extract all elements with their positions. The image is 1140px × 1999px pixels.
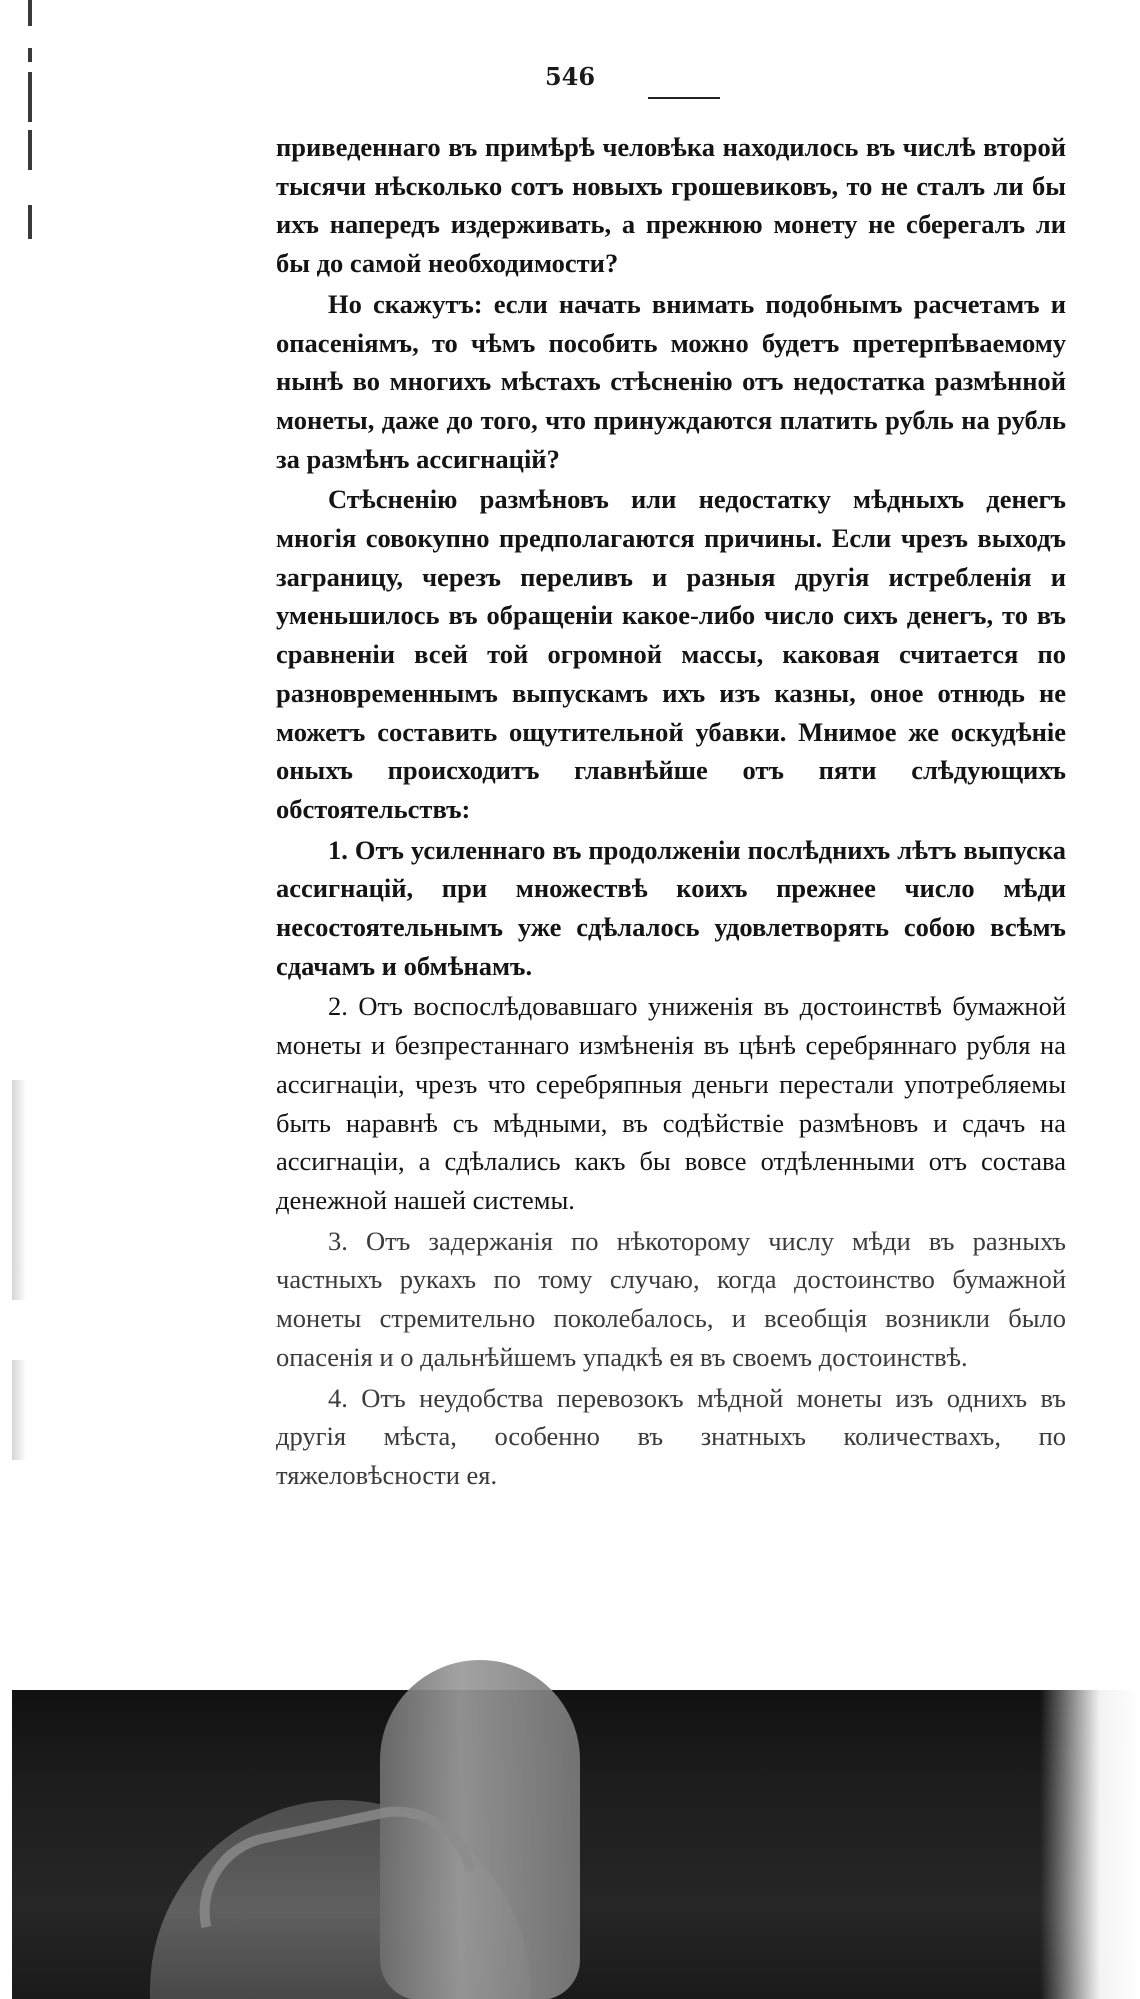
scan-shadow (12, 1360, 26, 1460)
page-number: 546 (544, 62, 596, 91)
page-number-underline (648, 97, 720, 99)
scan-shadow (12, 1080, 26, 1300)
binding-marks (24, 0, 36, 240)
paragraph: 2. Отъ воспослѣдовавшаго униженія въ достоинствѣ бумажной монеты и безпрестаннаго измѣненія въ цѣнѣ серебряннаго рубля на ассигнаціи, чрезъ что серебряпныя деньги перестали употребляемы быть наравнѣ съ мѣдными, въ содѣйствіе размѣновъ и сдачъ на ассигнаціи, а сдѣлались какъ бы вовсе отдѣленными отъ состава денежной нашей системы. (276, 991, 1066, 1215)
paragraph: 4. Отъ неудобства перевозокъ мѣдной монеты изъ однихъ въ другія мѣста, особенно въ знатныхъ количествахъ, по тяжеловѣсности ея. (276, 1382, 1066, 1490)
paragraph: Но скажутъ: если начать внимать подобнымъ расчетамъ и опасеніямъ, то чѣмъ пособить можно будетъ претерпѣваемому нынѣ во многихъ мѣстахъ стѣсненію отъ недостатка размѣнной монеты, даже до того, что принуждаются платить рубль на рубль за размѣнъ ассигнацій? (276, 288, 1066, 474)
paragraph: 1. Отъ усиленнаго въ продолженіи послѣднихъ лѣтъ выпуска ассигнацій, при множествѣ коихъ прежнее число мѣди несостоятельнымъ уже сдѣлалось удовлетворять собою всѣмъ сдачамъ и обмѣнамъ. (276, 834, 1066, 981)
body-text (276, 128, 1066, 1497)
paragraph: 3. Отъ задержанія по нѣкоторому числу мѣди въ разныхъ частныхъ рукахъ по тому случаю, когда достоинство бумажной монеты стремительно поколебалось, и всеобщія возникли было опасенія и о дальнѣйшемъ упадкѣ ея въ своемъ достоинствѣ. (276, 1225, 1066, 1372)
scan-edge-fade (1040, 1600, 1140, 1999)
paragraph: приведеннаго въ примѣрѣ человѣка находилось въ числѣ второй тысячи нѣсколько сотъ новыхъ грошевиковъ, то не сталъ ли бы ихъ напередъ издерживать, а прежнюю монету не сберегалъ ли бы до самой необходимости? (276, 132, 1066, 279)
paragraph: Стѣсненію размѣновъ или недостатку мѣдныхъ денегъ многія совокупно предполагаются причины. Если чрезъ выходъ заграницу, черезъ переливъ и разныя другія истребленія и уменьшилось въ обращеніи какое-либо число сихъ денегъ, то въ сравненіи всей той огромной массы, каковая считается по разновременнымъ выпускамъ ихъ изъ казны, оное отнюдь не можетъ составить ощутительной убавки. Мнимое же оскудѣніе оныхъ происходитъ главнѣйше отъ пяти слѣдующихъ обстоятельствъ: (276, 484, 1066, 824)
